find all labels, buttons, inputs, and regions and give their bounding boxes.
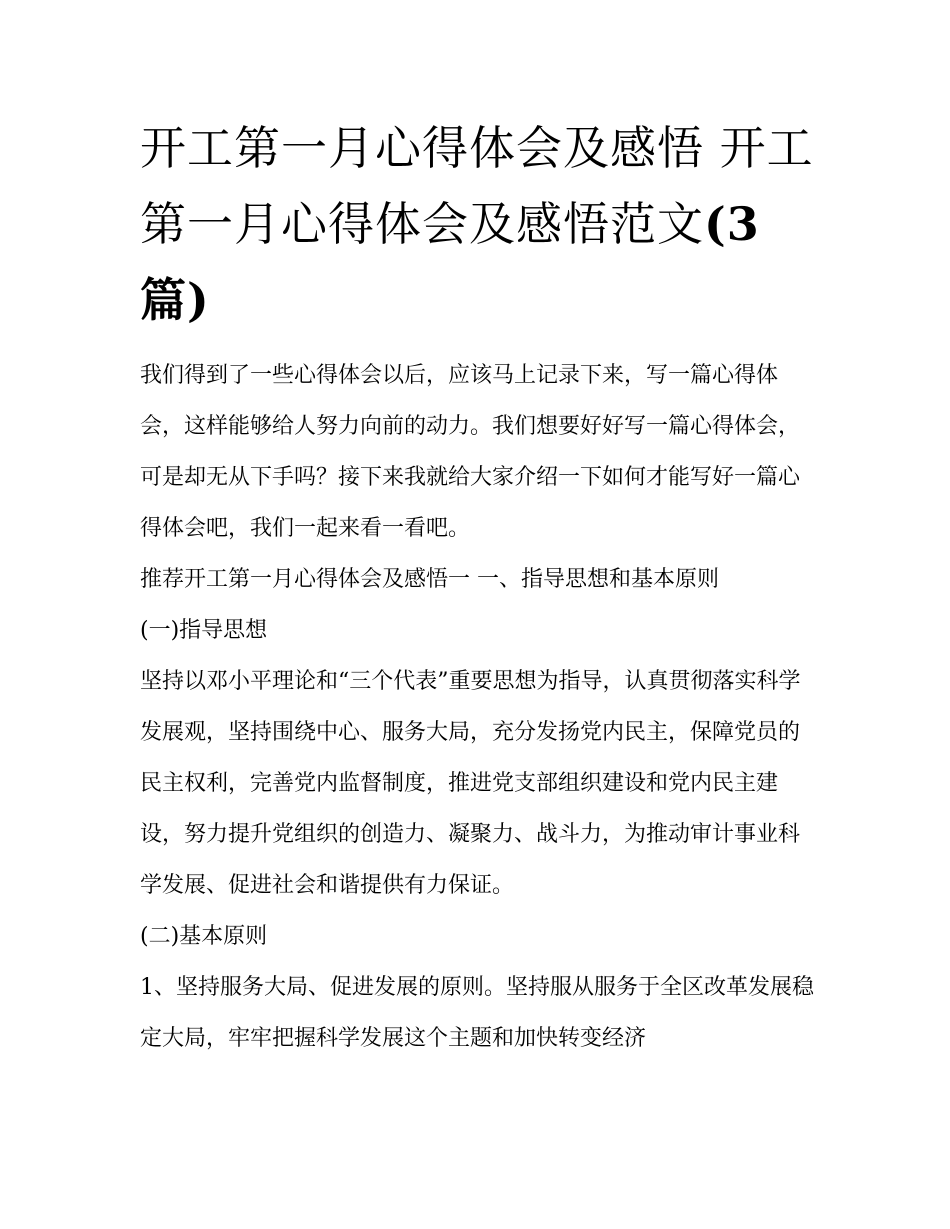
subsection-heading-guiding-thought: (一)指导思想 bbox=[140, 618, 268, 643]
document-body bbox=[140, 350, 815, 1064]
principle-1-paragraph: 1、坚持服务大局、促进发展的原则。坚持服从服务于全区改革发展稳定大局，牢牢把握科学发展这个主题和加快转变经济 bbox=[140, 975, 814, 1051]
document-page bbox=[140, 110, 815, 1064]
guiding-thought-paragraph: 坚持以邓小平理论和“三个代表”重要思想为指导，认真贯彻落实科学发展观，坚持围绕中心、服务大局，充分发扬党内民主，保障党员的民主权利，完善党内监督制度，推进党支部组织建设和党内民主建设，努力提升党组织的创造力、凝聚力、战斗力，为推动审计事业科学发展、促进社会和谐提供有力保证。 bbox=[140, 669, 801, 898]
intro-paragraph: 我们得到了一些心得体会以后，应该马上记录下来，写一篇心得体会，这样能够给人努力向前的动力。我们想要好好写一篇心得体会，可是却无从下手吗？接下来我就给大家介绍一下如何才能写好一篇心得体会吧，我们一起来看一看吧。 bbox=[140, 363, 801, 541]
title-suffix-text: (3篇) bbox=[140, 197, 760, 327]
title-main-text: 开工第一月心得体会及感悟 开工第一月心得体会及感悟范文 bbox=[140, 121, 814, 251]
section-heading: 推荐开工第一月心得体会及感悟一 一、指导思想和基本原则 bbox=[140, 567, 719, 592]
document-title bbox=[140, 110, 815, 338]
subsection-heading-basic-principles: (二)基本原则 bbox=[140, 924, 268, 949]
